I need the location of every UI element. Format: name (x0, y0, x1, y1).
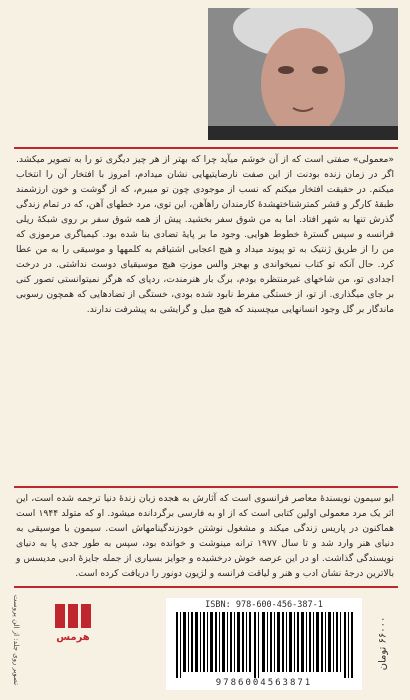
publisher-logo-bars-icon (52, 604, 94, 628)
price-text: ۶۶۰۰۰ تومان (377, 616, 389, 671)
isbn-line: ISBN: 978-600-456-387-1 (205, 600, 323, 610)
photo-credit (10, 590, 22, 694)
back-cover-quote: «معمولی» صفتی است که از آن خوشم میآید چرا که بهتر از هر چیز دیگری تو را به تصویر میکشد. اگر در زمان زنده بودنت از این صفت نارضایتیهایی نشان میدادم، امروز با افتخار آن را انتخاب میکنم. در حقیقت افتخار میکنم که نسب از موجودی چون تو میبرم، که از گوشت و خون ارزشمند طبقهٔ کارگر و قشر کمترشناختهشدهٔ کارمندان راهآهن، این توی، مرد خطهای آهن، که در تمام زندگی گذرش تنها به شهر افتاد. اما به من شوق سفر بخشید. پیش از همه شوق سفر بر روی شبکهٔ ریلی فرانسه و سپس گسترهٔ خطوط هوایی. وجود ما بر پایهٔ تضادی بنا شده بود. کیمیاگری مرموزی که من را از طریق ژنتیک به تو پیوند میداد و هیچ اعجابی اشتیاقم به کلمهها و موسیقی را به من عطا کرد. حال آنکه تو کتاب نمیخواندی و بهجز والس موزتِ هیچ موسیقیای دوست نداشتی. در درخت اجدادی تو، من شاخهای غیرمنتظره بودم، برگ بار هنرمندت، ردپای که هرگز نمیتوانستی تصور کنی بر جای میگذاری. از تو، از خستگی مفرط نابود شده بودی، خستگی از تضادهایی که همچون رسوبی ماندگار بر گل وجود انسانهایی میچسبند که هیچ میل و گرایشی به پیشرفت ندارند. (16, 154, 394, 315)
photo-credit-text: تصویر روی جلد: از الن پروست (12, 594, 20, 686)
barcode-icon (174, 612, 354, 678)
publisher-logo (52, 604, 94, 660)
price-label (372, 600, 394, 692)
barcode-block (166, 598, 362, 690)
barcode-digits: 9786004563871 (215, 678, 313, 688)
top-divider (14, 147, 398, 149)
publisher-name: هرمس (56, 632, 90, 643)
bottom-divider (14, 586, 398, 588)
author-bio: ایو سیمون نویسندهٔ معاصر فرانسوی است که آثارش به هجده زبان زندهٔ دنیا ترجمه شده است، این اثر یک مرد معمولی اولین کتابی است که از او به فارسی برگردانده میشود. او که متولد ۱۹۴۴ است هماکنون در پاریس زندگی میکند و مشغول نوشتن خودزندگینامهاش است. سیمون با موسیقی به دنیای هنر وارد شد و تا سال ۱۹۷۷ ترانه مینوشت و خوانده بود، سپس به طور جدی پا به دنیای نویسندگی گذاشت. او در این عرصه خوش درخشیده و جوایز بسیاری از جمله جایزهٔ ادبی مدیسس و بالاترین درجهٔ نشان ادب و هنر و لیاقت فرانسه و لژیون دونور را دریافت کرده است. (16, 493, 394, 579)
middle-divider (14, 486, 398, 488)
author-portrait (208, 8, 398, 140)
